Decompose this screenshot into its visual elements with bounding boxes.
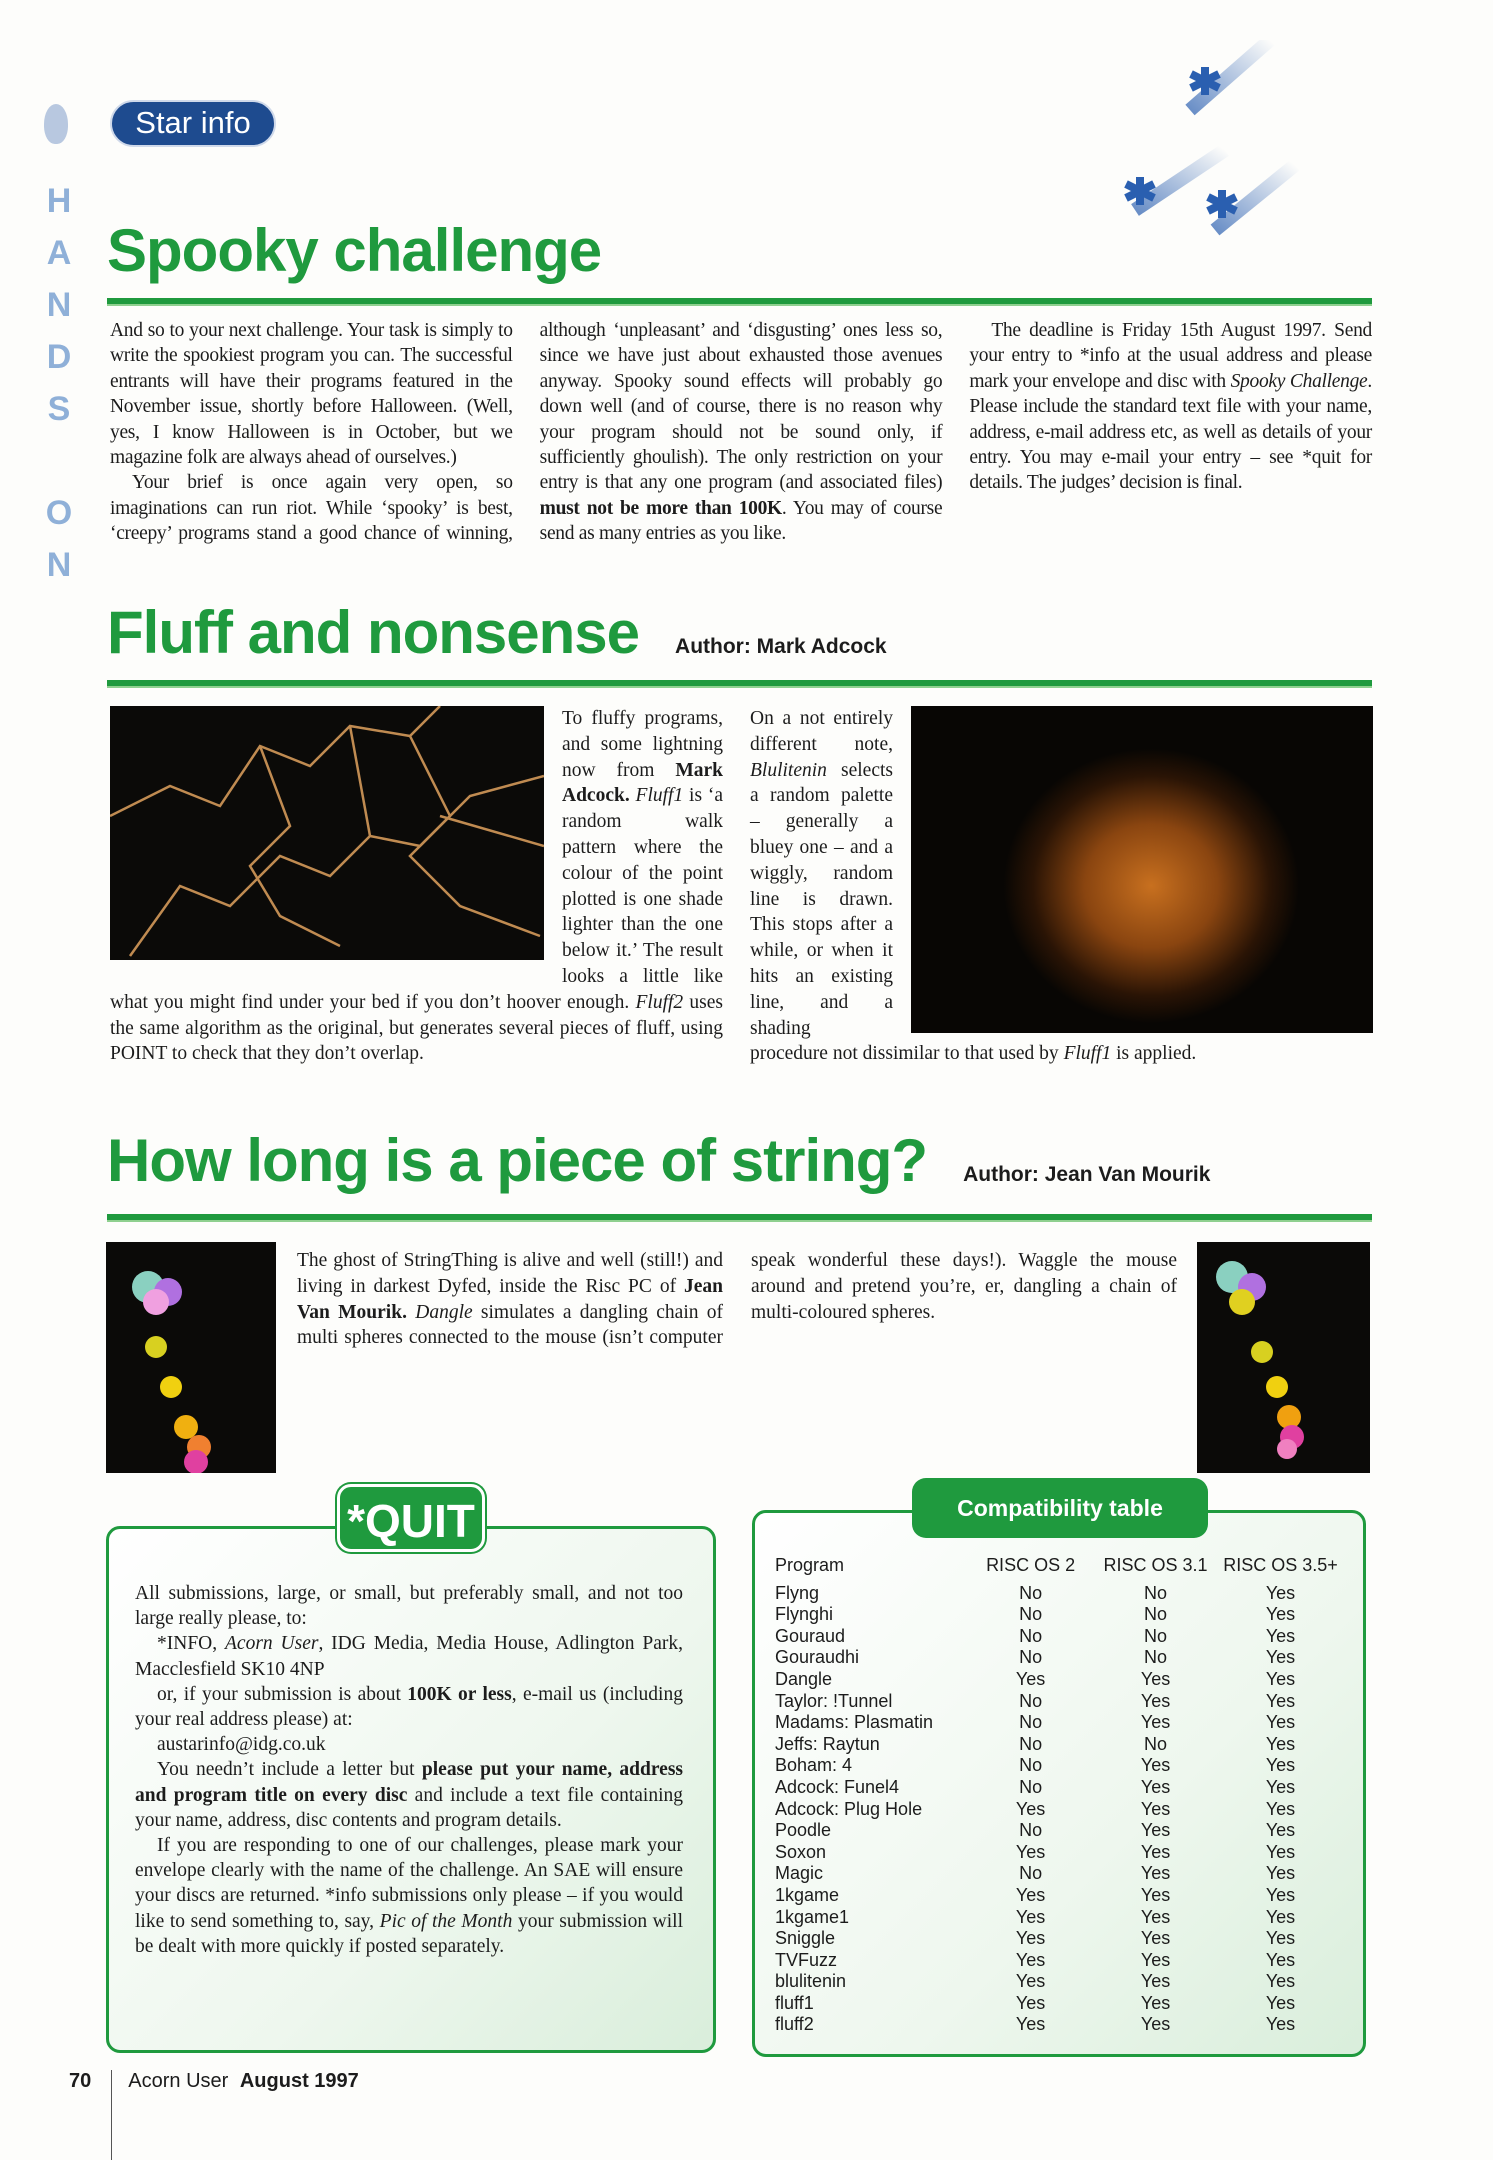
table-header-row	[775, 1555, 1343, 1583]
spooky-heading-row	[107, 218, 601, 284]
program-name-cell: Magic	[775, 1863, 824, 1884]
paragraph: Your brief is once again very open, so imaginations can run riot. While ‘spooky’ is best, ‘creepy’ programs stand a good chance of winning, although ‘unpleasant’ and ‘disgusting’ ones less so, since we have just about exhausted those avenues anyway. Spooky sound effects will probably go down well (and of course, there is no reason why your program should not be sound only, if sufficiently ghoulish). The only restriction on your entry is that any one program (and associated files) must not be more than 100K. You may of course send as many entries as you like.	[110, 320, 943, 545]
compat-cell: No	[1019, 1647, 1043, 1668]
table-row	[775, 1669, 1343, 1691]
table-row	[775, 1842, 1343, 1864]
compat-cell: Yes	[1140, 1906, 1171, 1927]
table-row	[775, 1907, 1343, 1929]
table-row	[775, 1777, 1343, 1799]
compat-cell: Yes	[1140, 1928, 1171, 1949]
compat-cell: Yes	[1015, 2014, 1046, 2035]
compat-cell: Yes	[1140, 1992, 1171, 2013]
compatibility-box	[752, 1510, 1366, 2057]
compat-cell: No	[1019, 1582, 1043, 1603]
compat-cell: Yes	[1015, 1949, 1046, 1970]
program-name-cell: Adcock: Plug Hole	[775, 1798, 923, 1819]
dangle-screenshot-image	[1197, 1242, 1370, 1473]
compat-cell: No	[1019, 1776, 1043, 1797]
compat-cell: No	[1019, 1690, 1043, 1711]
section-label-letter: S	[47, 390, 71, 428]
compat-cell: Yes	[1265, 1647, 1296, 1668]
author-byline: Author: Jean Van Mourik	[963, 1163, 1211, 1186]
quit-box	[106, 1526, 716, 2053]
table-row	[775, 1928, 1343, 1950]
section-label-letter	[44, 435, 74, 487]
compat-cell: Yes	[1140, 1776, 1171, 1797]
program-name-cell: Gouraudhi	[775, 1647, 860, 1668]
dangle-screenshot-image	[106, 1242, 276, 1473]
program-name-cell: Adcock: Funel4	[775, 1776, 900, 1797]
footer-divider	[111, 2070, 112, 2160]
program-name-cell: Jeffs: Raytun	[775, 1733, 880, 1754]
table-row	[775, 1583, 1343, 1605]
paragraph: And so to your next challenge. Your task is simply to write the spookiest program you can. The successful entrants will have their programs featured in the November issue, shortly before Halloween. (Well, yes, I know Halloween is in October, but we magazine folk are always ahead of ourselves.)	[110, 320, 513, 469]
compat-cell: Yes	[1140, 1798, 1171, 1819]
program-name-cell: Madams: Plasmatin	[775, 1712, 934, 1733]
compat-cell: Yes	[1265, 1668, 1296, 1689]
star-info-badge: Star info	[110, 100, 276, 147]
section-label-hands-on	[44, 175, 74, 591]
table-row	[775, 1604, 1343, 1626]
acorn-icon	[44, 104, 68, 144]
compat-cell: Yes	[1015, 1928, 1046, 1949]
compat-cell: Yes	[1265, 1841, 1296, 1862]
compat-cell: Yes	[1140, 1949, 1171, 1970]
compat-cell: Yes	[1140, 1690, 1171, 1711]
compat-cell: No	[1144, 1647, 1168, 1668]
program-name-cell: Gouraud	[775, 1625, 846, 1646]
blulitenin-screenshot-image	[911, 706, 1373, 1033]
table-row	[775, 1647, 1343, 1669]
stars-decoration-icon	[1090, 40, 1310, 270]
table-row	[775, 1799, 1343, 1821]
string-heading-row	[107, 1128, 1210, 1194]
table-row	[775, 1691, 1343, 1713]
compat-cell: Yes	[1015, 1884, 1046, 1905]
paragraph: You needn’t include a letter but please put your name, address and program title on every disc and include a text file containing your name, address, disc contents and program details.	[135, 1759, 684, 1831]
compat-cell: Yes	[1015, 1906, 1046, 1927]
section-label-letter: N	[46, 286, 72, 324]
compat-cell: Yes	[1265, 1798, 1296, 1819]
program-name-cell: blulitenin	[775, 1971, 847, 1992]
program-name-cell: Taylor: !Tunnel	[775, 1690, 893, 1711]
compat-cell: No	[1019, 1863, 1043, 1884]
compat-cell: No	[1019, 1820, 1043, 1841]
compat-cell: Yes	[1015, 1971, 1046, 1992]
divider	[107, 1214, 1372, 1222]
footer	[69, 2070, 359, 2160]
column-header: Program	[775, 1555, 845, 1575]
compat-cell: Yes	[1265, 1971, 1296, 1992]
divider	[107, 680, 1372, 688]
program-name-cell: Soxon	[775, 1841, 827, 1862]
divider	[107, 298, 1372, 306]
fluff-screenshot-image	[110, 706, 544, 960]
compat-cell: Yes	[1265, 1755, 1296, 1776]
compat-cell: Yes	[1265, 1604, 1296, 1625]
fluff-article	[110, 706, 723, 1067]
compat-cell: Yes	[1265, 1733, 1296, 1754]
paragraph: If you are responding to one of our challenges, please mark your envelope clearly with the name of the challenge. An SAE will ensure your discs are returned. *info submissions only please – if you would like to send something to, say, Pic of the Month your submission will be dealt with more quickly if posted separately.	[135, 1835, 684, 1957]
spooky-article	[110, 318, 1372, 547]
section-label-letter: H	[46, 182, 72, 220]
compat-cell: Yes	[1265, 1582, 1296, 1603]
compatibility-table	[775, 1555, 1343, 2036]
compat-cell: Yes	[1265, 1906, 1296, 1927]
table-row	[775, 2014, 1343, 2036]
section-label-letter: N	[46, 546, 72, 584]
compat-cell: Yes	[1140, 1712, 1171, 1733]
column-header: RISC OS 3.1	[1103, 1555, 1208, 1575]
compat-cell: Yes	[1015, 1992, 1046, 2013]
compat-cell: No	[1144, 1625, 1168, 1646]
column-header: RISC OS 2	[986, 1555, 1076, 1575]
table-row	[775, 1993, 1343, 2015]
table-row	[775, 1971, 1343, 1993]
compat-cell: Yes	[1015, 1798, 1046, 1819]
section-label-letter: O	[45, 494, 73, 532]
program-name-cell: fluff1	[775, 1992, 814, 2013]
table-row	[775, 1755, 1343, 1777]
compat-cell: Yes	[1265, 1928, 1296, 1949]
compat-cell: Yes	[1265, 1776, 1296, 1797]
table-row	[775, 1863, 1343, 1885]
compat-cell: Yes	[1015, 1668, 1046, 1689]
compat-cell: No	[1019, 1755, 1043, 1776]
blulitenin-article	[750, 706, 1373, 1067]
table-row	[775, 1950, 1343, 1972]
compat-cell: Yes	[1140, 1820, 1171, 1841]
compat-cell: Yes	[1140, 1668, 1171, 1689]
compat-cell: Yes	[1265, 1625, 1296, 1646]
section-label-letter: A	[46, 234, 72, 272]
compat-cell: No	[1144, 1733, 1168, 1754]
compat-cell: No	[1019, 1712, 1043, 1733]
compat-cell: Yes	[1265, 1820, 1296, 1841]
program-name-cell: Dangle	[775, 1668, 833, 1689]
compat-cell: Yes	[1140, 1755, 1171, 1776]
compat-cell: Yes	[1140, 1863, 1171, 1884]
magazine-name: Acorn User	[128, 2070, 229, 2092]
table-row	[775, 1734, 1343, 1756]
compat-cell: Yes	[1140, 2014, 1171, 2035]
compat-cell: Yes	[1265, 1992, 1296, 2013]
program-name-cell: Sniggle	[775, 1928, 836, 1949]
compat-cell: Yes	[1265, 2014, 1296, 2035]
compat-cell: Yes	[1265, 1949, 1296, 1970]
author-byline: Author: Mark Adcock	[675, 635, 887, 658]
compat-cell: No	[1144, 1582, 1168, 1603]
compat-cell: Yes	[1140, 1971, 1171, 1992]
paragraph: or, if your submission is about 100K or less, e-mail us (including your real address please) at:	[135, 1683, 683, 1731]
issue-date: August 1997	[239, 2070, 359, 2092]
compat-cell: No	[1019, 1625, 1043, 1646]
page-number: 70	[69, 2070, 92, 2092]
column-header: RISC OS 3.5+	[1223, 1555, 1338, 1575]
program-name-cell: fluff2	[775, 2014, 814, 2035]
compat-cell: Yes	[1140, 1884, 1171, 1905]
compatibility-table-title: Compatibility table	[912, 1478, 1208, 1538]
program-name-cell: 1kgame	[775, 1884, 840, 1905]
compat-cell: Yes	[1015, 1841, 1046, 1862]
paragraph: To fluffy programs, and some lightning now from Mark Adcock. Fluff1 is ‘a random walk pattern where the colour of the point plotted is one shade lighter than the one below it.’ The result looks a little like what you might find under your bed if you don’t hoover enough. Fluff2 uses the same algorithm as the original, but generates several pieces of fluff, using POINT to check that they don’t overlap.	[110, 708, 724, 1065]
paragraph: On a not entirely different note, Blulitenin selects a random palette – generally a bluey one – and a wiggly, random line is drawn. This stops after a while, or when it hits an existing line, and a shading procedure not dissimilar to that used by Fluff1 is applied.	[750, 708, 1197, 1065]
heading-piece-of-string: How long is a piece of string?	[107, 1127, 928, 1194]
heading-spooky-challenge: Spooky challenge	[107, 217, 602, 284]
paragraph: All submissions, large, or small, but preferably small, and not too large really please, to:	[135, 1583, 683, 1630]
compat-cell: Yes	[1265, 1863, 1296, 1884]
compat-cell: Yes	[1265, 1690, 1296, 1711]
section-label-letter: D	[46, 338, 72, 376]
table-row	[775, 1820, 1343, 1842]
dangle-article	[297, 1248, 1177, 1351]
compat-cell: Yes	[1140, 1841, 1171, 1862]
program-name-cell: Flyng	[775, 1582, 820, 1603]
quit-badge: *QUIT	[337, 1484, 485, 1552]
program-name-cell: Poodle	[775, 1820, 832, 1841]
program-name-cell: Boham: 4	[775, 1755, 853, 1776]
table-row	[775, 1626, 1343, 1648]
email-link[interactable]: austarinfo@idg.co.uk	[157, 1734, 326, 1756]
address: *INFO, Acorn User, IDG Media, Media House, Adlington Park, Macclesfield SK10 4NP	[135, 1633, 683, 1680]
heading-fluff-and-nonsense: Fluff and nonsense	[107, 599, 640, 666]
compat-cell: No	[1019, 1733, 1043, 1754]
paragraph: The deadline is Friday 15th August 1997. Send your entry to *info at the usual address and please mark your envelope and disc with Spooky Challenge. Please include the standard text file with your name, address, e-mail address etc, as well as details of your entry. You may e-mail your entry – see *quit for details. The judges’ decision is final.	[969, 320, 1372, 494]
compat-cell: Yes	[1265, 1712, 1296, 1733]
paragraph: The ghost of StringThing is alive and well (still!) and living in darkest Dyfed, inside the Risc PC of Jean Van Mourik. Dangle simulates a dangling chain of multi spheres connected to the mouse (isn’t computer speak wonderful these days!). Waggle the mouse around and pretend you’re, er, dangling a chain of multi-coloured spheres.	[297, 1250, 1177, 1349]
fluff-heading-row	[107, 600, 887, 666]
compat-cell: Yes	[1265, 1884, 1296, 1905]
compat-cell: No	[1144, 1604, 1168, 1625]
table-row	[775, 1712, 1343, 1734]
compat-cell: No	[1019, 1604, 1043, 1625]
program-name-cell: 1kgame1	[775, 1906, 850, 1927]
program-name-cell: Flynghi	[775, 1604, 834, 1625]
table-row	[775, 1885, 1343, 1907]
program-name-cell: TVFuzz	[775, 1949, 838, 1970]
